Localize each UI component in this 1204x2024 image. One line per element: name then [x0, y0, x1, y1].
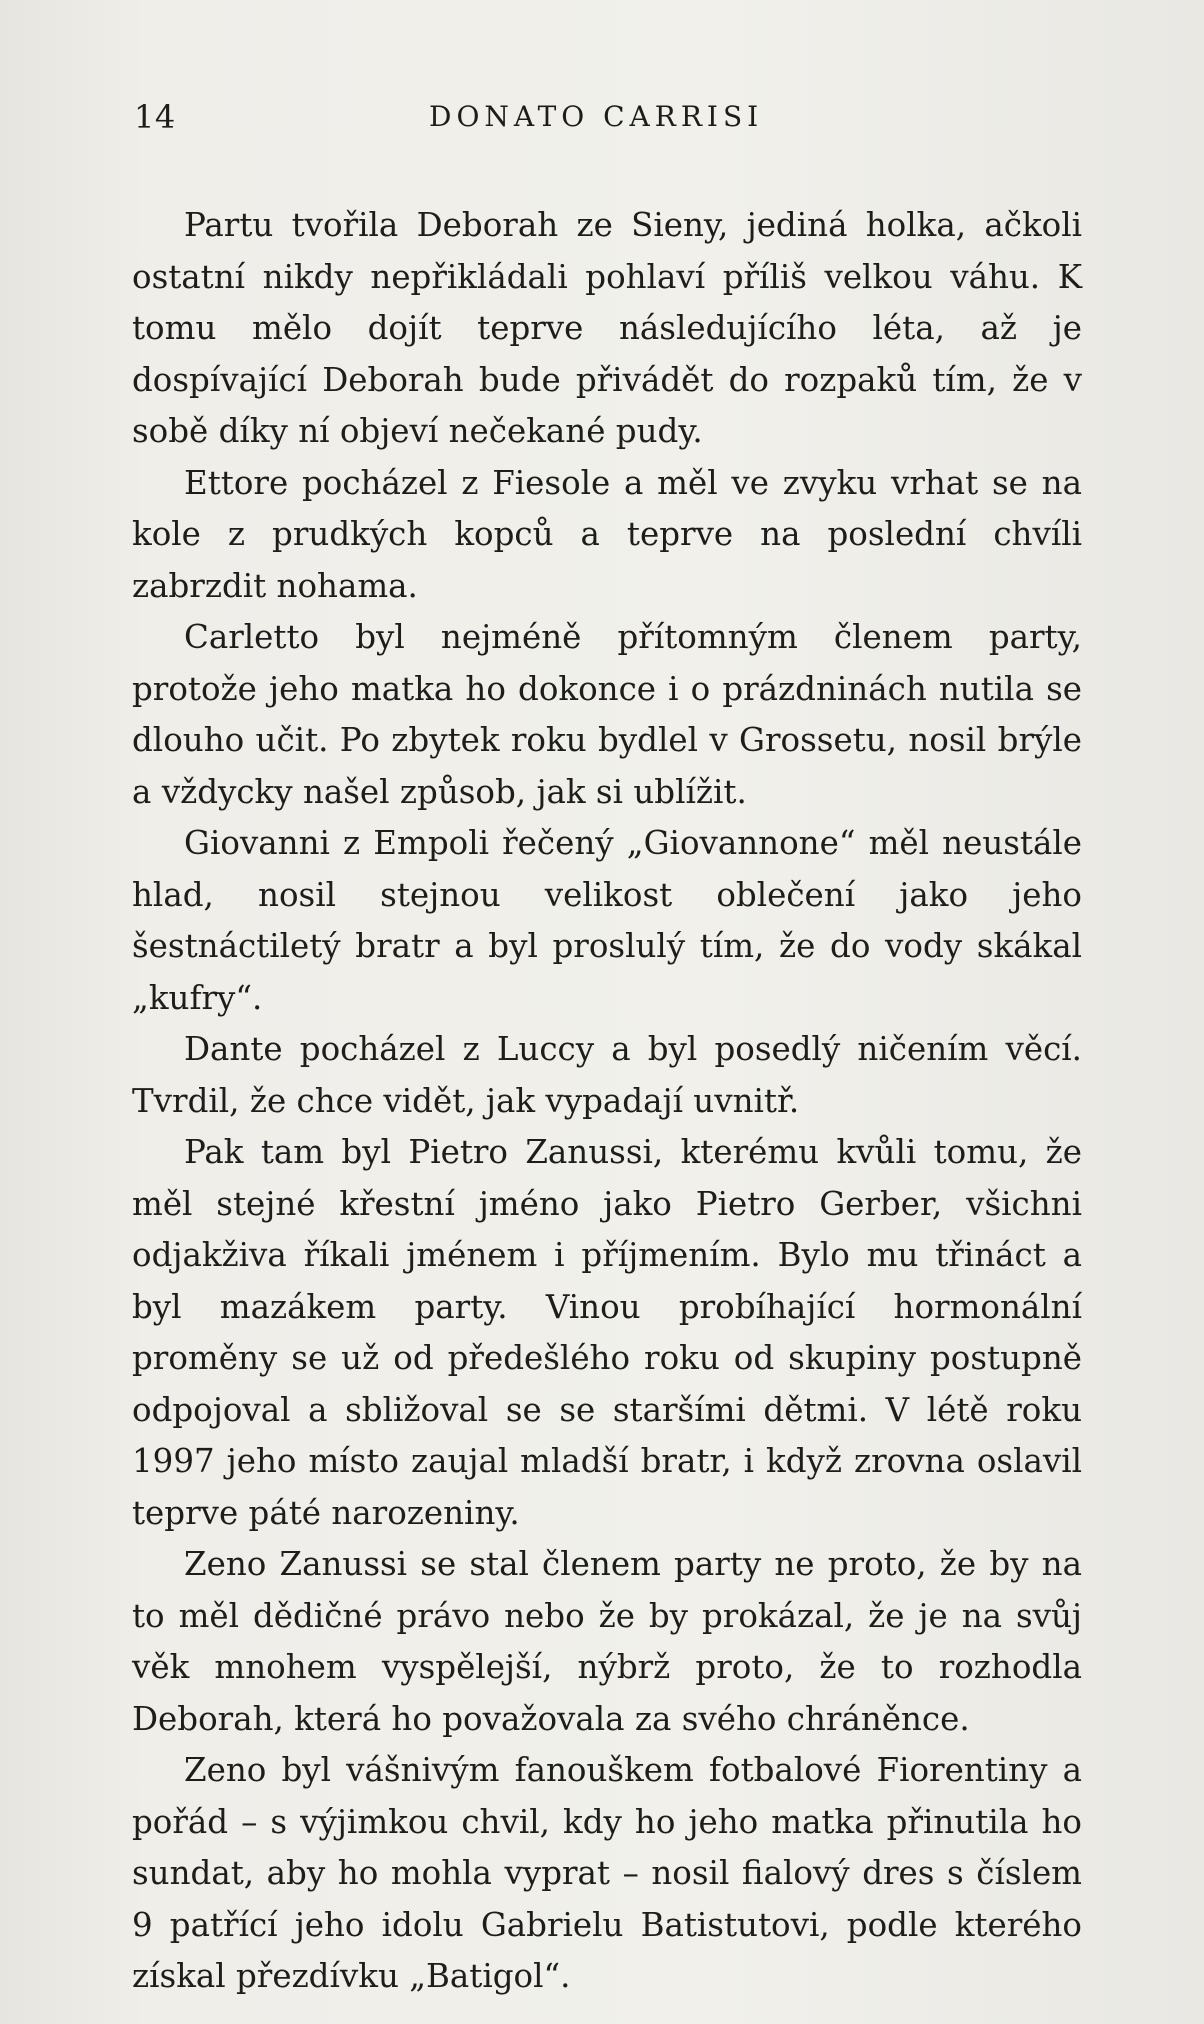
running-head: DONATO CARRISI [429, 100, 764, 133]
page-number: 14 [134, 98, 176, 136]
paragraph: Giovanni z Empoli řečený „Giovannone“ měl neustále hlad, nosil stejnou velikost oblečení jako jeho šestnáctiletý bratr a byl proslulý tím, že do vody skákal „kufry“. [132, 824, 1082, 1017]
paragraph: Carletto byl nejméně přítomným členem party, protože jeho matka ho dokonce i o prázdninách nutila se dlouho učit. Po zbytek roku bydlel v Grossetu, nosil brýle a vždycky našel způsob, jak si ublížit. [132, 618, 1082, 811]
paragraph: Pak tam byl Pietro Zanussi, kterému kvůli tomu, že měl stejné křestní jméno jako Pietro Gerber, všichni odjakživa říkali jménem i příjmením. Bylo mu třináct a byl mazákem party. Vinou probíhající hormonální proměny se už od předešlého roku od skupiny postupně odpojoval a sbližoval se se staršími dětmi. V létě roku 1997 jeho místo zaujal mladší bratr, i když zrovna oslavil teprve páté narozeniny. [132, 1133, 1082, 1532]
paragraph: Zeno Zanussi se stal členem party ne proto, že by na to měl dědičné právo nebo že by prokázal, že je na svůj věk mnohem vyspělejší, nýbrž proto, že to rozhodla Deborah, která ho považovala za svého chráněnce. [132, 1545, 1082, 1738]
paragraph: Dante pocházel z Luccy a byl posedlý ničením věcí. Tvrdil, že chce vidět, jak vypadají uvnitř. [132, 1030, 1082, 1120]
page-header [134, 98, 1084, 142]
paragraph: Partu tvořila Deborah ze Sieny, jediná holka, ačkoli ostatní nikdy nepřikládali pohlaví příliš velkou váhu. K tomu mělo dojít teprve následujícího léta, až je dospívající Deborah bude přivádět do rozpaků tím, že v sobě díky ní objeví nečekané pudy. [132, 206, 1082, 450]
paragraph: Zeno byl vášnivým fanouškem fotbalové Fiorentiny a pořád – s výjimkou chvil, kdy ho jeho matka přinutila ho sundat, aby ho mohla vyprat – nosil fialový dres s číslem 9 patřící jeho idolu Gabrielu Batistutovi, podle kterého získal přezdívku „Batigol“. [132, 1751, 1082, 1995]
paragraph: Ettore pocházel z Fiesole a měl ve zvyku vrhat se na kole z prudkých kopců a teprve na poslední chvíli zabrzdit nohama. [132, 463, 1082, 605]
body-text [132, 200, 1082, 2003]
